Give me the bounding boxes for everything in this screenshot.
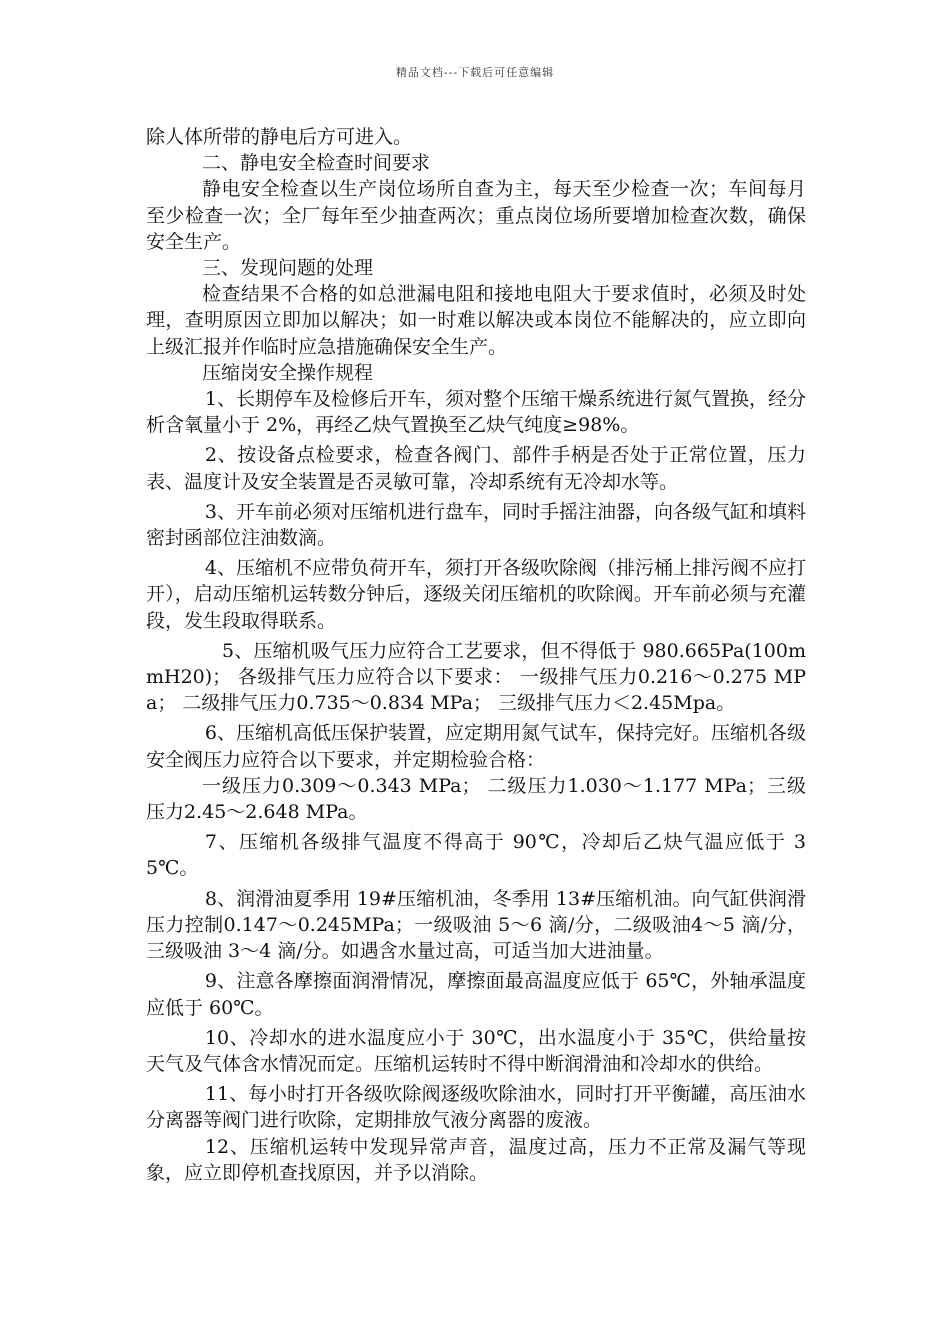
rule-item-4: 4、压缩机不应带负荷开车，须打开各级吹除阀（排污桶上排污阀不应打开），启动压缩机运转数分钟后，逐级关闭压缩机的吹除阀。开车前必须与充灌段，发生段取得联系。 (146, 557, 806, 632)
section-heading-3: 三、发现问题的处理 (202, 257, 374, 280)
rule-item-2: 2、按设备点检要求，检查各阀门、部件手柄是否处于正常位置，压力表、温度计及安全装置是否灵敏可靠，冷却系统有无冷却水等。 (146, 444, 806, 493)
section-heading-2: 二、静电安全检查时间要求 (202, 152, 431, 175)
rule-item-6: 6、压缩机高低压保护装置，应定期用氮气试车，保持完好。压缩机各级安全阀压力应符合以下要求，并定期检验合格： (146, 722, 806, 771)
rule-item-6-pressures: 一级压力0.309～0.343 MPa； 二级压力1.030～1.177 MPa；三级压力2.45～2.648 MPa。 (146, 774, 806, 824)
rule-item-1: 1、长期停车及检修后开车，须对整个压缩干燥系统进行氮气置换，经分析含氧量小于 2%，再经乙炔气置换至乙炔气纯度≥98%。 (146, 388, 806, 437)
paragraph-problem-handling: 检查结果不合格的如总泄漏电阻和接地电阻大于要求值时，必须及时处理，查明原因立即加以解决；如一时难以解决或本岗位不能解决的，应立即向上级汇报并作临时应急措施确保安全生产。 (146, 283, 806, 358)
rule-item-3: 3、开车前必须对压缩机进行盘车，同时手摇注油器，向各级气缸和填料密封函部位注油数滴。 (146, 500, 806, 550)
rule-item-11: 11、每小时打开各级吹除阀逐级吹除油水，同时打开平衡罐，高压油水分离器等阀门进行吹除，定期排放气液分离器的废液。 (146, 1083, 806, 1132)
section-title-compressor-rules: 压缩岗安全操作规程 (202, 361, 374, 384)
paragraph-continuation: 除人体所带的静电后方可进入。 (146, 126, 413, 148)
document-body (146, 124, 806, 1186)
rule-item-7: 7、压缩机各级排气温度不得高于 90℃，冷却后乙炔气温应低于 35℃。 (146, 831, 806, 880)
rule-item-12: 12、压缩机运转中发现异常声音，温度过高，压力不正常及漏气等现象，应立即停机查找原因，并予以消除。 (146, 1135, 806, 1184)
rule-item-8: 8、润滑油夏季用 19#压缩机油，冬季用 13#压缩机油。向气缸供润滑压力控制0.147～0.245MPa；一级吸油 5～6 滴/分，二级吸油4～5 滴/分，三级吸油 3～4 滴/分。如遇含水量过高，可适当加大进油量。 (146, 887, 806, 963)
rule-item-10: 10、冷却水的进水温度应小于 30℃，出水温度小于 35℃，供给量按天气及气体含水情况而定。压缩机运转时不得中断润滑油和冷却水的供给。 (146, 1026, 806, 1075)
page-header-watermark: 精品文档---下载后可任意编辑 (395, 66, 555, 79)
rule-item-9: 9、注意各摩擦面润滑情况，摩擦面最高温度应低于 65℃，外轴承温度应低于 60℃。 (146, 970, 806, 1019)
paragraph-inspection-schedule: 静电安全检查以生产岗位场所自查为主，每天至少检查一次；车间每月至少检查一次；全厂每年至少抽查两次；重点岗位场所要增加检查次数，确保安全生产。 (146, 178, 806, 253)
rule-item-5: 5、压缩机吸气压力应符合工艺要求，但不得低于 980.665Pa(100mmH20)； 各级排气压力应符合以下要求： 一级排气压力0.216～0.275 MPa； 二级排气压力0.735～0.834 MPa； 三级排气压力＜2.45Mpa。 (146, 639, 806, 715)
